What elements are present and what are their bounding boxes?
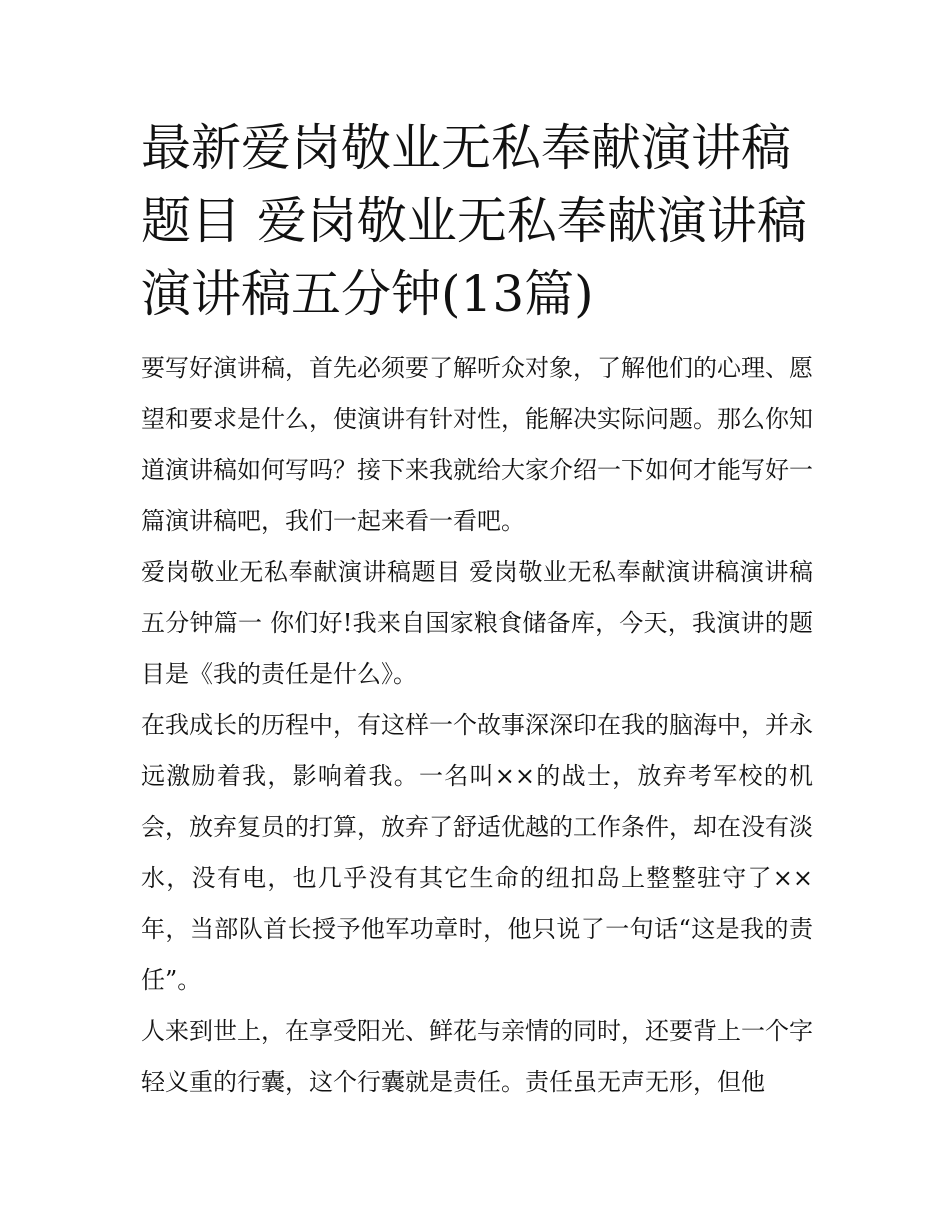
story-paragraph: 在我成长的历程中，有这样一个故事深深印在我的脑海中，并永远激励着我，影响着我。一名叫××的战士，放弃考军校的机会，放弃复员的打算，放弃了舒适优越的工作条件，却在没有淡水，没有电，也几乎没有其它生命的纽扣岛上整整驻守了××年，当部队首长授予他军功章时，他只说了一句话“这是我的责任”。 bbox=[141, 711, 813, 994]
responsibility-paragraph: 人来到世上，在享受阳光、鲜花与亲情的同时，还要背上一个字轻义重的行囊，这个行囊就是责任。责任虽无声无形，但他 bbox=[141, 1017, 813, 1096]
document-page bbox=[141, 112, 813, 1108]
speech-heading-paragraph: 爱岗敬业无私奉献演讲稿题目 爱岗敬业无私奉献演讲稿演讲稿五分钟篇一 你们好!我来自国家粮食储备库，今天，我演讲的题目是《我的责任是什么》。 bbox=[141, 558, 813, 688]
intro-paragraph: 要写好演讲稿，首先必须要了解听众对象，了解他们的心理、愿望和要求是什么，使演讲有针对性，能解决实际问题。那么你知道演讲稿如何写吗？接下来我就给大家介绍一下如何才能写好一篇演讲稿吧，我们一起来看一看吧。 bbox=[141, 354, 813, 535]
document-title: 最新爱岗敬业无私奉献演讲稿题目 爱岗敬业无私奉献演讲稿演讲稿五分钟(13篇) bbox=[141, 119, 807, 323]
